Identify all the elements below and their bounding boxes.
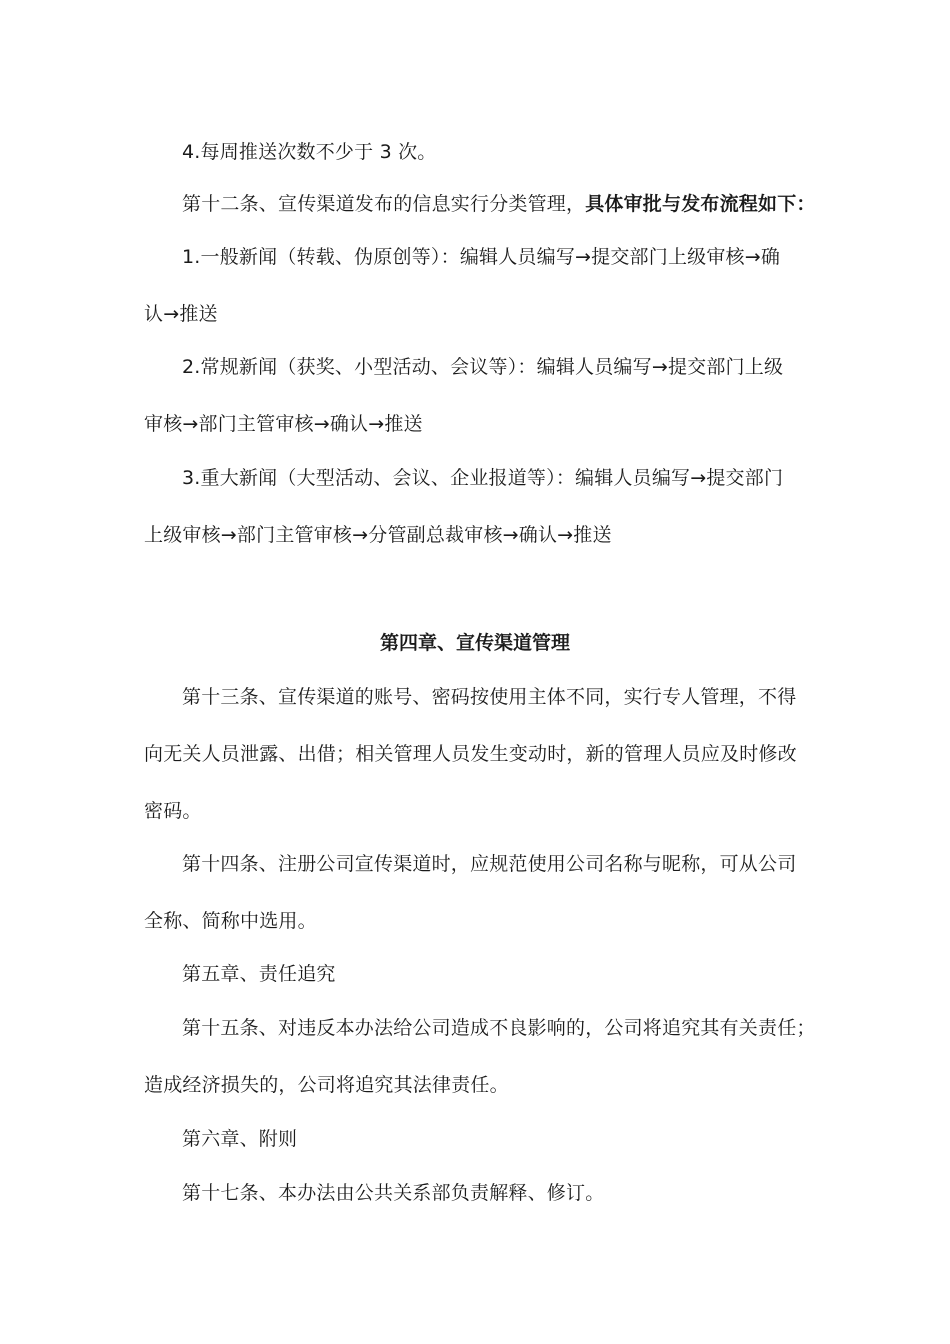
chapter-4-heading: 第四章、宣传渠道管理	[379, 632, 570, 654]
article-14-line-2: 全称、简称中选用。	[144, 910, 317, 932]
article-13-line-1: 第十三条、宣传渠道的账号、密码按使用主体不同，实行专人管理，不得	[182, 686, 797, 708]
flow-1-line-2: 认→推送	[144, 303, 218, 325]
flow-3-line-1: 3.重大新闻（大型活动、会议、企业报道等）：编辑人员编写→提交部门	[182, 467, 784, 489]
article-15-line-2: 造成经济损失的，公司将追究其法律责任。	[144, 1074, 509, 1096]
article-17-line-1: 第十七条、本办法由公共关系部负责解释、修订。	[182, 1182, 605, 1204]
article-14-line-1: 第十四条、注册公司宣传渠道时，应规范使用公司名称与昵称，可从公司	[182, 853, 797, 875]
list-item-4: 4.每周推送次数不少于 3 次。	[182, 141, 437, 163]
flow-1-line-1: 1.一般新闻（转载、伪原创等）：编辑人员编写→提交部门上级审核→确	[182, 246, 781, 268]
article-12-bold-text: 具体审批与发布流程如下：	[585, 193, 816, 215]
article-12	[182, 190, 816, 218]
flow-3-line-2: 上级审核→部门主管审核→分管副总裁审核→确认→推送	[144, 524, 612, 546]
article-13-line-2: 向无关人员泄露、出借；相关管理人员发生变动时，新的管理人员应及时修改	[144, 743, 797, 765]
flow-2-line-1: 2.常规新闻（获奖、小型活动、会议等）：编辑人员编写→提交部门上级	[182, 356, 784, 378]
article-13-line-3: 密码。	[144, 800, 202, 822]
chapter-6-heading: 第六章、附则	[182, 1128, 298, 1150]
chapter-5-heading: 第五章、责任追究	[182, 963, 336, 985]
article-12-text: 第十二条、宣传渠道发布的信息实行分类管理，	[182, 193, 586, 215]
article-15-line-1: 第十五条、对违反本办法给公司造成不良影响的，公司将追究其有关责任；	[182, 1017, 816, 1039]
flow-2-line-2: 审核→部门主管审核→确认→推送	[144, 413, 423, 435]
